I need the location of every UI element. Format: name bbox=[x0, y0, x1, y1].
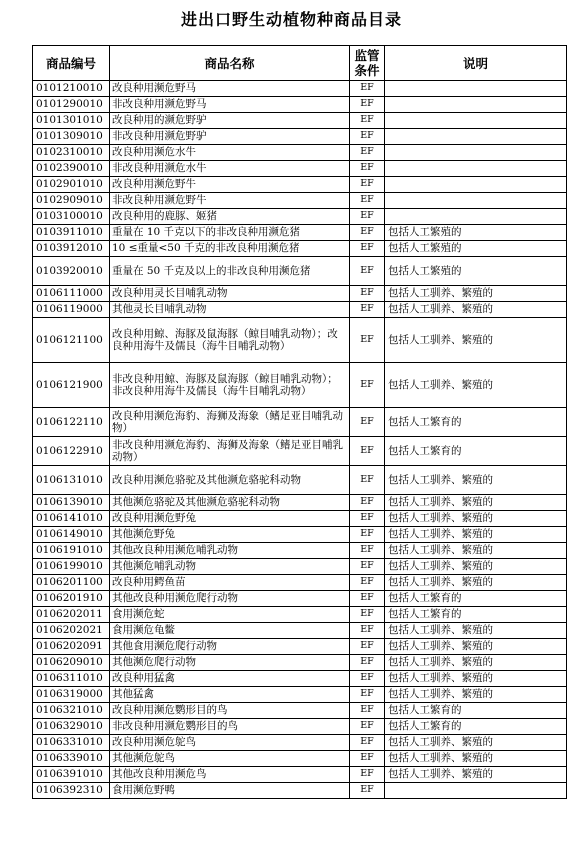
table-row bbox=[33, 193, 567, 209]
cell-condition: EF bbox=[350, 655, 385, 671]
cell-note bbox=[385, 81, 567, 97]
cell-condition: EF bbox=[350, 591, 385, 607]
cell-condition: EF bbox=[350, 145, 385, 161]
cell-condition: EF bbox=[350, 241, 385, 257]
cell-condition: EF bbox=[350, 318, 385, 363]
table-row bbox=[33, 286, 567, 302]
cell-name: 改良种用濒危水牛 bbox=[110, 145, 350, 161]
cell-name: 食用濒危野鸭 bbox=[110, 783, 350, 799]
cell-condition: EF bbox=[350, 225, 385, 241]
cell-note: 包括人工驯养、繁殖的 bbox=[385, 511, 567, 527]
table-row bbox=[33, 543, 567, 559]
cell-condition: EF bbox=[350, 783, 385, 799]
cell-note: 包括人工繁殖的 bbox=[385, 241, 567, 257]
cell-condition: EF bbox=[350, 735, 385, 751]
cell-note: 包括人工驯养、繁殖的 bbox=[385, 495, 567, 511]
cell-condition: EF bbox=[350, 97, 385, 113]
cell-name: 食用濒危蛇 bbox=[110, 607, 350, 623]
cell-condition: EF bbox=[350, 527, 385, 543]
cell-note: 包括人工繁育的 bbox=[385, 591, 567, 607]
cell-name: 食用濒危龟鳖 bbox=[110, 623, 350, 639]
cell-note bbox=[385, 129, 567, 145]
cell-code: 0102901010 bbox=[33, 177, 110, 193]
cell-note: 包括人工繁殖的 bbox=[385, 257, 567, 286]
table-row bbox=[33, 177, 567, 193]
cell-code: 0106199010 bbox=[33, 559, 110, 575]
cell-code: 0106191010 bbox=[33, 543, 110, 559]
cell-code: 0103912010 bbox=[33, 241, 110, 257]
cell-condition: EF bbox=[350, 543, 385, 559]
cell-note: 包括人工繁育的 bbox=[385, 719, 567, 735]
table-header-row bbox=[33, 46, 567, 81]
cell-code: 0101309010 bbox=[33, 129, 110, 145]
cell-name: 非改良种用鲸、海豚及鼠海豚（鲸目哺乳动物）；非改良种用海牛及儒艮（海牛目哺乳动物） bbox=[110, 363, 350, 408]
cell-code: 0106392310 bbox=[33, 783, 110, 799]
cell-name: 其他改良种用濒危爬行动物 bbox=[110, 591, 350, 607]
cell-code: 0106321010 bbox=[33, 703, 110, 719]
table-row bbox=[33, 719, 567, 735]
cell-note: 包括人工繁育的 bbox=[385, 437, 567, 466]
cell-condition: EF bbox=[350, 257, 385, 286]
table-row bbox=[33, 495, 567, 511]
cell-name: 非改良种用濒危野马 bbox=[110, 97, 350, 113]
cell-code: 0106121900 bbox=[33, 363, 110, 408]
table-row bbox=[33, 302, 567, 318]
table-row bbox=[33, 129, 567, 145]
table-row bbox=[33, 363, 567, 408]
cell-note: 包括人工繁育的 bbox=[385, 607, 567, 623]
cell-name: 重量在 50 千克及以上的非改良种用濒危猪 bbox=[110, 257, 350, 286]
cell-condition: EF bbox=[350, 302, 385, 318]
cell-condition: EF bbox=[350, 671, 385, 687]
table-row bbox=[33, 751, 567, 767]
cell-condition: EF bbox=[350, 575, 385, 591]
table-row bbox=[33, 671, 567, 687]
table-row bbox=[33, 623, 567, 639]
cell-condition: EF bbox=[350, 639, 385, 655]
cell-name: 其他猛禽 bbox=[110, 687, 350, 703]
cell-code: 0103911010 bbox=[33, 225, 110, 241]
cell-name: 重量在 10 千克以下的非改良种用濒危猪 bbox=[110, 225, 350, 241]
cell-note: 包括人工驯养、繁殖的 bbox=[385, 687, 567, 703]
cell-name: 改良种用濒危野牛 bbox=[110, 177, 350, 193]
header-note: 说明 bbox=[385, 46, 567, 81]
cell-code: 0106131010 bbox=[33, 466, 110, 495]
cell-code: 0106311010 bbox=[33, 671, 110, 687]
cell-code: 0106202011 bbox=[33, 607, 110, 623]
cell-name: 改良种用濒危骆驼及其他濒危骆驼科动物 bbox=[110, 466, 350, 495]
cell-code: 0106391010 bbox=[33, 767, 110, 783]
cell-code: 0106319000 bbox=[33, 687, 110, 703]
header-condition: 监管条件 bbox=[350, 46, 385, 81]
cell-name: 改良种用灵长目哺乳动物 bbox=[110, 286, 350, 302]
cell-note: 包括人工驯养、繁殖的 bbox=[385, 767, 567, 783]
cell-condition: EF bbox=[350, 751, 385, 767]
cell-name: 改良种用鳄鱼苗 bbox=[110, 575, 350, 591]
cell-name: 10 ≤重量<50 千克的非改良种用濒危猪 bbox=[110, 241, 350, 257]
cell-code: 0106121100 bbox=[33, 318, 110, 363]
cell-name: 其他濒危鸵鸟 bbox=[110, 751, 350, 767]
cell-name: 改良种用鲸、海豚及鼠海豚（鲸目哺乳动物）；改良种用海牛及儒艮（海牛目哺乳动物） bbox=[110, 318, 350, 363]
cell-name: 改良种用濒危野马 bbox=[110, 81, 350, 97]
table-row bbox=[33, 81, 567, 97]
table-row bbox=[33, 209, 567, 225]
cell-note: 包括人工驯养、繁殖的 bbox=[385, 318, 567, 363]
cell-note: 包括人工驯养、繁殖的 bbox=[385, 671, 567, 687]
table-row bbox=[33, 655, 567, 671]
cell-name: 改良种用猛禽 bbox=[110, 671, 350, 687]
cell-code: 0106122910 bbox=[33, 437, 110, 466]
cell-condition: EF bbox=[350, 687, 385, 703]
cell-code: 0103100010 bbox=[33, 209, 110, 225]
cell-note bbox=[385, 161, 567, 177]
cell-name: 非改良种用濒危鹦形目的鸟 bbox=[110, 719, 350, 735]
table-row bbox=[33, 591, 567, 607]
table-row bbox=[33, 767, 567, 783]
cell-name: 其他濒危野兔 bbox=[110, 527, 350, 543]
cell-name: 其他改良种用濒危哺乳动物 bbox=[110, 543, 350, 559]
cell-code: 0102909010 bbox=[33, 193, 110, 209]
cell-name: 改良种用濒危海豹、海狮及海象（鳍足亚目哺乳动物） bbox=[110, 408, 350, 437]
cell-note bbox=[385, 783, 567, 799]
cell-code: 0101301010 bbox=[33, 113, 110, 129]
cell-note: 包括人工驯养、繁殖的 bbox=[385, 543, 567, 559]
cell-code: 0101210010 bbox=[33, 81, 110, 97]
cell-code: 0106331010 bbox=[33, 735, 110, 751]
cell-note: 包括人工驯养、繁殖的 bbox=[385, 639, 567, 655]
cell-condition: EF bbox=[350, 623, 385, 639]
cell-code: 0106139010 bbox=[33, 495, 110, 511]
cell-condition: EF bbox=[350, 767, 385, 783]
catalog-table bbox=[32, 45, 567, 799]
cell-condition: EF bbox=[350, 193, 385, 209]
cell-name: 其他濒危哺乳动物 bbox=[110, 559, 350, 575]
table-row bbox=[33, 113, 567, 129]
cell-note bbox=[385, 209, 567, 225]
table-row bbox=[33, 639, 567, 655]
table-row bbox=[33, 511, 567, 527]
cell-code: 0106119000 bbox=[33, 302, 110, 318]
cell-condition: EF bbox=[350, 559, 385, 575]
cell-condition: EF bbox=[350, 511, 385, 527]
cell-code: 0106339010 bbox=[33, 751, 110, 767]
cell-condition: EF bbox=[350, 81, 385, 97]
table-row bbox=[33, 145, 567, 161]
cell-condition: EF bbox=[350, 466, 385, 495]
cell-note: 包括人工繁殖的 bbox=[385, 225, 567, 241]
cell-note: 包括人工驯养、繁殖的 bbox=[385, 559, 567, 575]
cell-name: 改良种用濒危鹦形目的鸟 bbox=[110, 703, 350, 719]
cell-condition: EF bbox=[350, 363, 385, 408]
cell-name: 其他改良种用濒危鸟 bbox=[110, 767, 350, 783]
cell-note: 包括人工驯养、繁殖的 bbox=[385, 751, 567, 767]
cell-name: 非改良种用濒危野牛 bbox=[110, 193, 350, 209]
cell-condition: EF bbox=[350, 129, 385, 145]
cell-code: 0106209010 bbox=[33, 655, 110, 671]
cell-note bbox=[385, 145, 567, 161]
cell-code: 0106122110 bbox=[33, 408, 110, 437]
header-code: 商品编号 bbox=[33, 46, 110, 81]
cell-name: 其他食用濒危爬行动物 bbox=[110, 639, 350, 655]
cell-note: 包括人工驯养、繁殖的 bbox=[385, 527, 567, 543]
cell-code: 0106111000 bbox=[33, 286, 110, 302]
cell-note bbox=[385, 97, 567, 113]
cell-code: 0106202021 bbox=[33, 623, 110, 639]
table-row bbox=[33, 257, 567, 286]
cell-condition: EF bbox=[350, 437, 385, 466]
cell-note: 包括人工驯养、繁殖的 bbox=[385, 623, 567, 639]
cell-note: 包括人工驯养、繁殖的 bbox=[385, 466, 567, 495]
table-row bbox=[33, 318, 567, 363]
header-name: 商品名称 bbox=[110, 46, 350, 81]
cell-name: 改良种用的濒危野驴 bbox=[110, 113, 350, 129]
cell-note bbox=[385, 113, 567, 129]
cell-condition: EF bbox=[350, 719, 385, 735]
cell-note: 包括人工驯养、繁殖的 bbox=[385, 735, 567, 751]
cell-name: 改良种用濒危鸵鸟 bbox=[110, 735, 350, 751]
cell-note: 包括人工繁育的 bbox=[385, 408, 567, 437]
table-row bbox=[33, 97, 567, 113]
cell-note: 包括人工驯养、繁殖的 bbox=[385, 363, 567, 408]
table-row bbox=[33, 607, 567, 623]
cell-code: 0106149010 bbox=[33, 527, 110, 543]
cell-condition: EF bbox=[350, 286, 385, 302]
table-row bbox=[33, 408, 567, 437]
cell-note: 包括人工驯养、繁殖的 bbox=[385, 286, 567, 302]
table-body bbox=[33, 81, 567, 799]
table-row bbox=[33, 559, 567, 575]
cell-name: 其他濒危骆驼及其他濒危骆驼科动物 bbox=[110, 495, 350, 511]
cell-note: 包括人工驯养、繁殖的 bbox=[385, 302, 567, 318]
cell-name: 改良种用的鹿豚、姬猪 bbox=[110, 209, 350, 225]
cell-name: 其他濒危爬行动物 bbox=[110, 655, 350, 671]
cell-note bbox=[385, 177, 567, 193]
cell-name: 改良种用濒危野兔 bbox=[110, 511, 350, 527]
cell-name: 非改良种用濒危海豹、海狮及海象（鳍足亚目哺乳动物） bbox=[110, 437, 350, 466]
table-row bbox=[33, 703, 567, 719]
cell-name: 非改良种用濒危水牛 bbox=[110, 161, 350, 177]
cell-note: 包括人工驯养、繁殖的 bbox=[385, 575, 567, 591]
page-title: 进出口野生动植物种商品目录 bbox=[180, 10, 402, 29]
cell-note: 包括人工驯养、繁殖的 bbox=[385, 655, 567, 671]
table-row bbox=[33, 527, 567, 543]
cell-code: 0101290010 bbox=[33, 97, 110, 113]
table-row bbox=[33, 161, 567, 177]
cell-code: 0102310010 bbox=[33, 145, 110, 161]
cell-condition: EF bbox=[350, 703, 385, 719]
table-row bbox=[33, 783, 567, 799]
cell-condition: EF bbox=[350, 209, 385, 225]
cell-note: 包括人工繁育的 bbox=[385, 703, 567, 719]
table-row bbox=[33, 687, 567, 703]
cell-name: 非改良种用濒危野驴 bbox=[110, 129, 350, 145]
cell-code: 0106329010 bbox=[33, 719, 110, 735]
table-row bbox=[33, 225, 567, 241]
cell-condition: EF bbox=[350, 607, 385, 623]
cell-condition: EF bbox=[350, 408, 385, 437]
cell-code: 0106202091 bbox=[33, 639, 110, 655]
cell-name: 其他灵长目哺乳动物 bbox=[110, 302, 350, 318]
cell-condition: EF bbox=[350, 161, 385, 177]
table-row bbox=[33, 735, 567, 751]
cell-code: 0103920010 bbox=[33, 257, 110, 286]
cell-note bbox=[385, 193, 567, 209]
table-row bbox=[33, 466, 567, 495]
table-row bbox=[33, 575, 567, 591]
cell-condition: EF bbox=[350, 113, 385, 129]
cell-code: 0106141010 bbox=[33, 511, 110, 527]
cell-code: 0106201100 bbox=[33, 575, 110, 591]
table-row bbox=[33, 437, 567, 466]
cell-code: 0102390010 bbox=[33, 161, 110, 177]
table-row bbox=[33, 241, 567, 257]
cell-condition: EF bbox=[350, 177, 385, 193]
cell-condition: EF bbox=[350, 495, 385, 511]
cell-code: 0106201910 bbox=[33, 591, 110, 607]
